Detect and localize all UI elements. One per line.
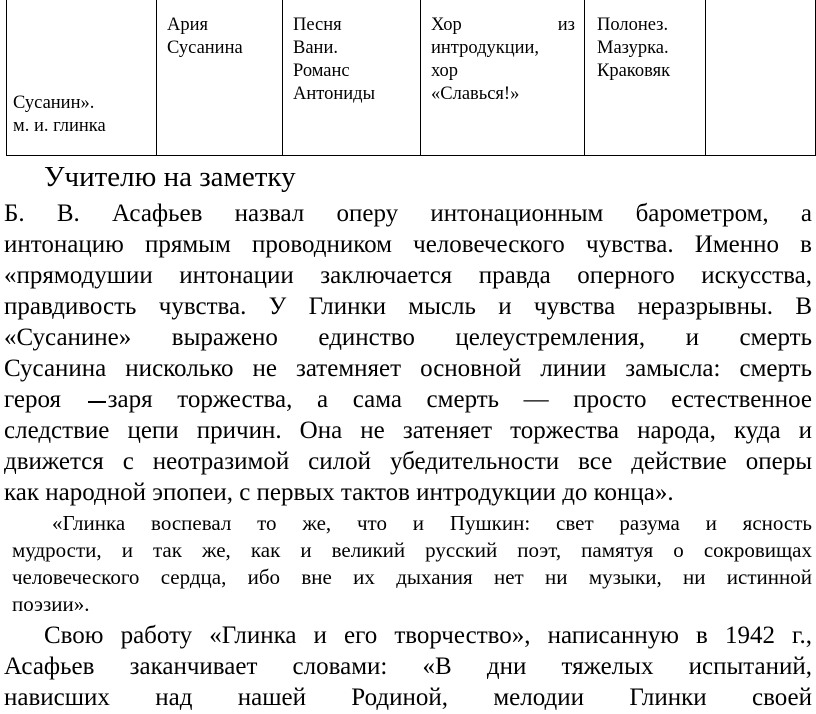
cell-line: Ария [167,15,209,35]
text-line: интонацию прямым проводником человеческого чувства. Именно в [4,231,812,258]
text-line [4,384,812,415]
text-line: «Глинка воспевал то же, что и Пушкин: свет разума и ясность [52,511,812,535]
text-fragment: заря торжества, а сама смерть — просто естественное [107,386,812,413]
text-line: правдивость чувства. У Глинки мысль и чувства неразрывны. В [4,293,812,320]
cell-word: из [557,15,575,35]
table-cell-aria [157,0,283,155]
cell-line: Сусанин». [13,93,95,113]
table-cell-title [7,0,157,155]
cell-line: м. и. глинка [13,116,106,136]
table-cell-chorus [421,0,585,155]
text-line: движется с неотразимой силой убедительности все действие оперы [4,448,812,475]
paragraph-quote [12,510,812,618]
cell-line: Сусанина [167,38,243,58]
section-heading: Учителю на заметку [44,161,296,193]
text-line: как народной эпопеи, с первых тактов интродукции до конца». [4,479,674,506]
dash-mark [88,401,106,403]
text-fragment: героя [4,386,62,413]
cell-line: Краковяк [597,61,671,81]
text-line: Асафьев заканчивает словами: «В дни тяжелых испытаний, [4,653,812,680]
table-cell-dances [585,0,706,155]
text-line: Сусанина нисколько не затемняет основной линии замысла: смерть [4,355,812,382]
text-line: Б. В. Асафьев назвал оперу интонационным барометром, а [4,200,812,227]
cell-line: Полонез. [597,15,669,35]
table-cell-song [283,0,421,155]
text-line: мудрости, и так же, как и великий русский поэт, памятуя о сокровищах [12,538,812,562]
works-table [6,0,816,156]
cell-line: интродукции, [431,38,540,58]
text-line: человеческого сердца, ибо вне их дыхания нет ни музыки, ни истинной [12,565,812,589]
text-line: нависших над нашей Родиной, мелодии Глинки своей [4,684,812,711]
cell-line: Песня [293,15,342,35]
text-line: «прямодушии интонации заключается правда оперного искусства, [4,262,812,289]
paragraph-conclusion [4,620,812,713]
cell-line [431,14,575,37]
text-line: следствие цепи причин. Она не затеняет торжества народа, куда и [4,417,812,444]
cell-line: Антониды [293,84,375,104]
text-line: Свою работу «Глинка и его творчество», написанную в 1942 г., [44,622,812,649]
paragraph-asafiev [4,198,812,508]
table-cell-empty [706,0,816,155]
cell-line: Вани. [293,38,338,58]
cell-word: Хор [431,15,462,35]
text-line: поэзии». [12,592,90,616]
cell-line: «Славься!» [431,84,520,104]
cell-line: хор [431,61,459,81]
cell-line: Мазурка. [597,38,669,58]
cell-line: Романс [293,61,350,81]
text-line: «Сусанине» выражено единство целеустремления, и смерть [4,324,812,351]
